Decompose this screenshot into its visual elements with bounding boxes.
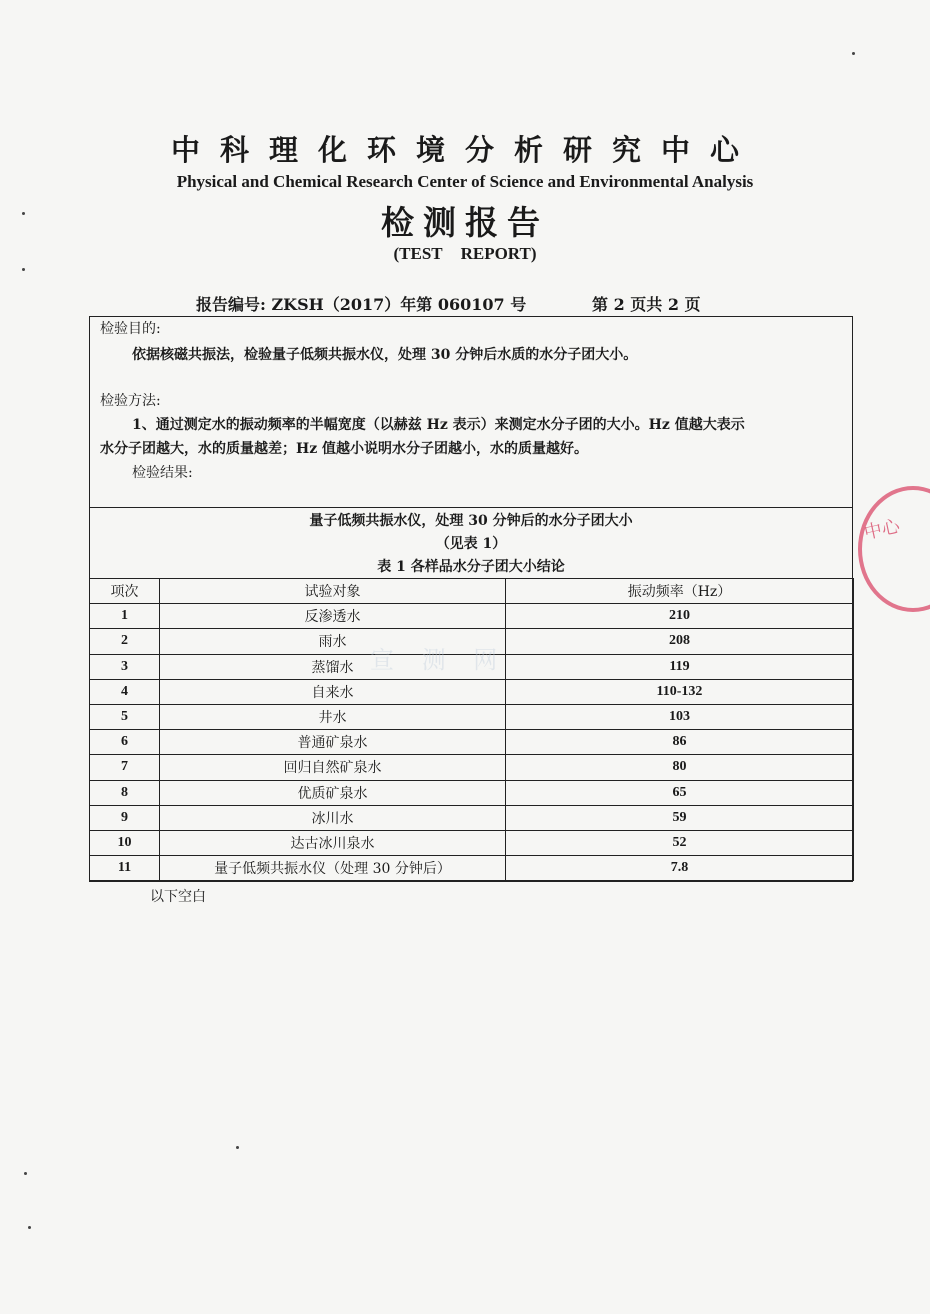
report-number: 报告编号: ZKSH（2017）年第 060107 号 bbox=[196, 295, 527, 314]
frequency-value: 65 bbox=[506, 780, 854, 805]
section-divider bbox=[90, 507, 852, 508]
sample-name: 自来水 bbox=[160, 679, 506, 704]
watermark: 宣 测 网 bbox=[370, 646, 508, 674]
result-reference: （见表 1） bbox=[435, 536, 507, 552]
frequency-value: 80 bbox=[506, 755, 854, 780]
frequency-value: 59 bbox=[506, 805, 854, 830]
column-header-item: 项次 bbox=[90, 579, 160, 604]
result-heading: 量子低频共振水仪，处理 30 分钟后的水分子团大小 bbox=[309, 513, 633, 529]
table-row bbox=[90, 830, 854, 855]
row-number: 1 bbox=[90, 604, 160, 629]
sample-name: 普通矿泉水 bbox=[160, 730, 506, 755]
organization-name-en: Physical and Chemical Research Center of Science and Environmental Analysis bbox=[176, 172, 754, 191]
table-row bbox=[90, 856, 854, 881]
purpose-label: 检验目的: bbox=[100, 321, 161, 337]
sample-name: 回归自然矿泉水 bbox=[160, 755, 506, 780]
row-number: 4 bbox=[90, 679, 160, 704]
sample-name: 量子低频共振水仪（处理 30 分钟后） bbox=[160, 856, 506, 881]
sample-name: 雨水 bbox=[160, 629, 506, 654]
scan-speck bbox=[24, 1172, 27, 1175]
table-row bbox=[90, 679, 854, 704]
frequency-value: 208 bbox=[506, 629, 854, 654]
page-number: 第 2 页共 2 页 bbox=[592, 295, 701, 314]
scan-speck bbox=[28, 1226, 31, 1229]
row-number: 7 bbox=[90, 755, 160, 780]
method-label: 检验方法: bbox=[100, 393, 161, 409]
scan-speck bbox=[236, 1146, 239, 1149]
frequency-value: 103 bbox=[506, 704, 854, 729]
scan-speck bbox=[22, 212, 25, 215]
table-header-row bbox=[90, 579, 854, 604]
row-number: 10 bbox=[90, 830, 160, 855]
table-row bbox=[90, 604, 854, 629]
frequency-value: 119 bbox=[506, 654, 854, 679]
purpose-text: 依据核磁共振法，检验量子低频共振水仪，处理 30 分钟后水质的水分子团大小。 bbox=[132, 347, 638, 363]
seal-text: 中心 bbox=[862, 515, 902, 544]
sample-name: 反渗透水 bbox=[160, 604, 506, 629]
sample-name: 蒸馏水 bbox=[160, 654, 506, 679]
report-title: 检测报告 bbox=[381, 203, 549, 242]
frequency-value: 52 bbox=[506, 830, 854, 855]
column-header-sample: 试验对象 bbox=[160, 579, 506, 604]
row-number: 6 bbox=[90, 730, 160, 755]
row-number: 2 bbox=[90, 629, 160, 654]
scan-speck bbox=[852, 52, 855, 55]
row-number: 3 bbox=[90, 654, 160, 679]
official-seal bbox=[858, 486, 930, 612]
sample-name: 优质矿泉水 bbox=[160, 780, 506, 805]
result-label: 检验结果: bbox=[132, 465, 193, 481]
table-row bbox=[90, 730, 854, 755]
report-subtitle: (TEST REPORT) bbox=[393, 244, 537, 263]
row-number: 9 bbox=[90, 805, 160, 830]
results-table bbox=[89, 578, 854, 881]
table-row bbox=[90, 780, 854, 805]
sample-name: 达古冰川泉水 bbox=[160, 830, 506, 855]
table-row bbox=[90, 805, 854, 830]
table-row bbox=[90, 704, 854, 729]
column-header-frequency: 振动频率（Hz） bbox=[506, 579, 854, 604]
sample-name: 冰川水 bbox=[160, 805, 506, 830]
organization-name-cn: 中科理化环境分析研究中心 bbox=[170, 133, 759, 167]
frequency-value: 86 bbox=[506, 730, 854, 755]
row-number: 8 bbox=[90, 780, 160, 805]
scan-speck bbox=[22, 268, 25, 271]
blank-below-note: 以下空白 bbox=[150, 889, 206, 905]
row-number: 11 bbox=[90, 856, 160, 881]
row-number: 5 bbox=[90, 704, 160, 729]
sample-name: 井水 bbox=[160, 704, 506, 729]
frequency-value: 110-132 bbox=[506, 679, 854, 704]
method-text-line1: 1、通过测定水的振动频率的半幅宽度（以赫兹 Hz 表示）来测定水分子团的大小。Hz 值越大表示 bbox=[132, 417, 745, 433]
method-text-line2: 水分子团越大，水的质量越差；Hz 值越小说明水分子团越小，水的质量越好。 bbox=[100, 441, 589, 457]
table-caption: 表 1 各样品水分子团大小结论 bbox=[377, 559, 565, 575]
frequency-value: 7.8 bbox=[506, 856, 854, 881]
table-row bbox=[90, 755, 854, 780]
frequency-value: 210 bbox=[506, 604, 854, 629]
